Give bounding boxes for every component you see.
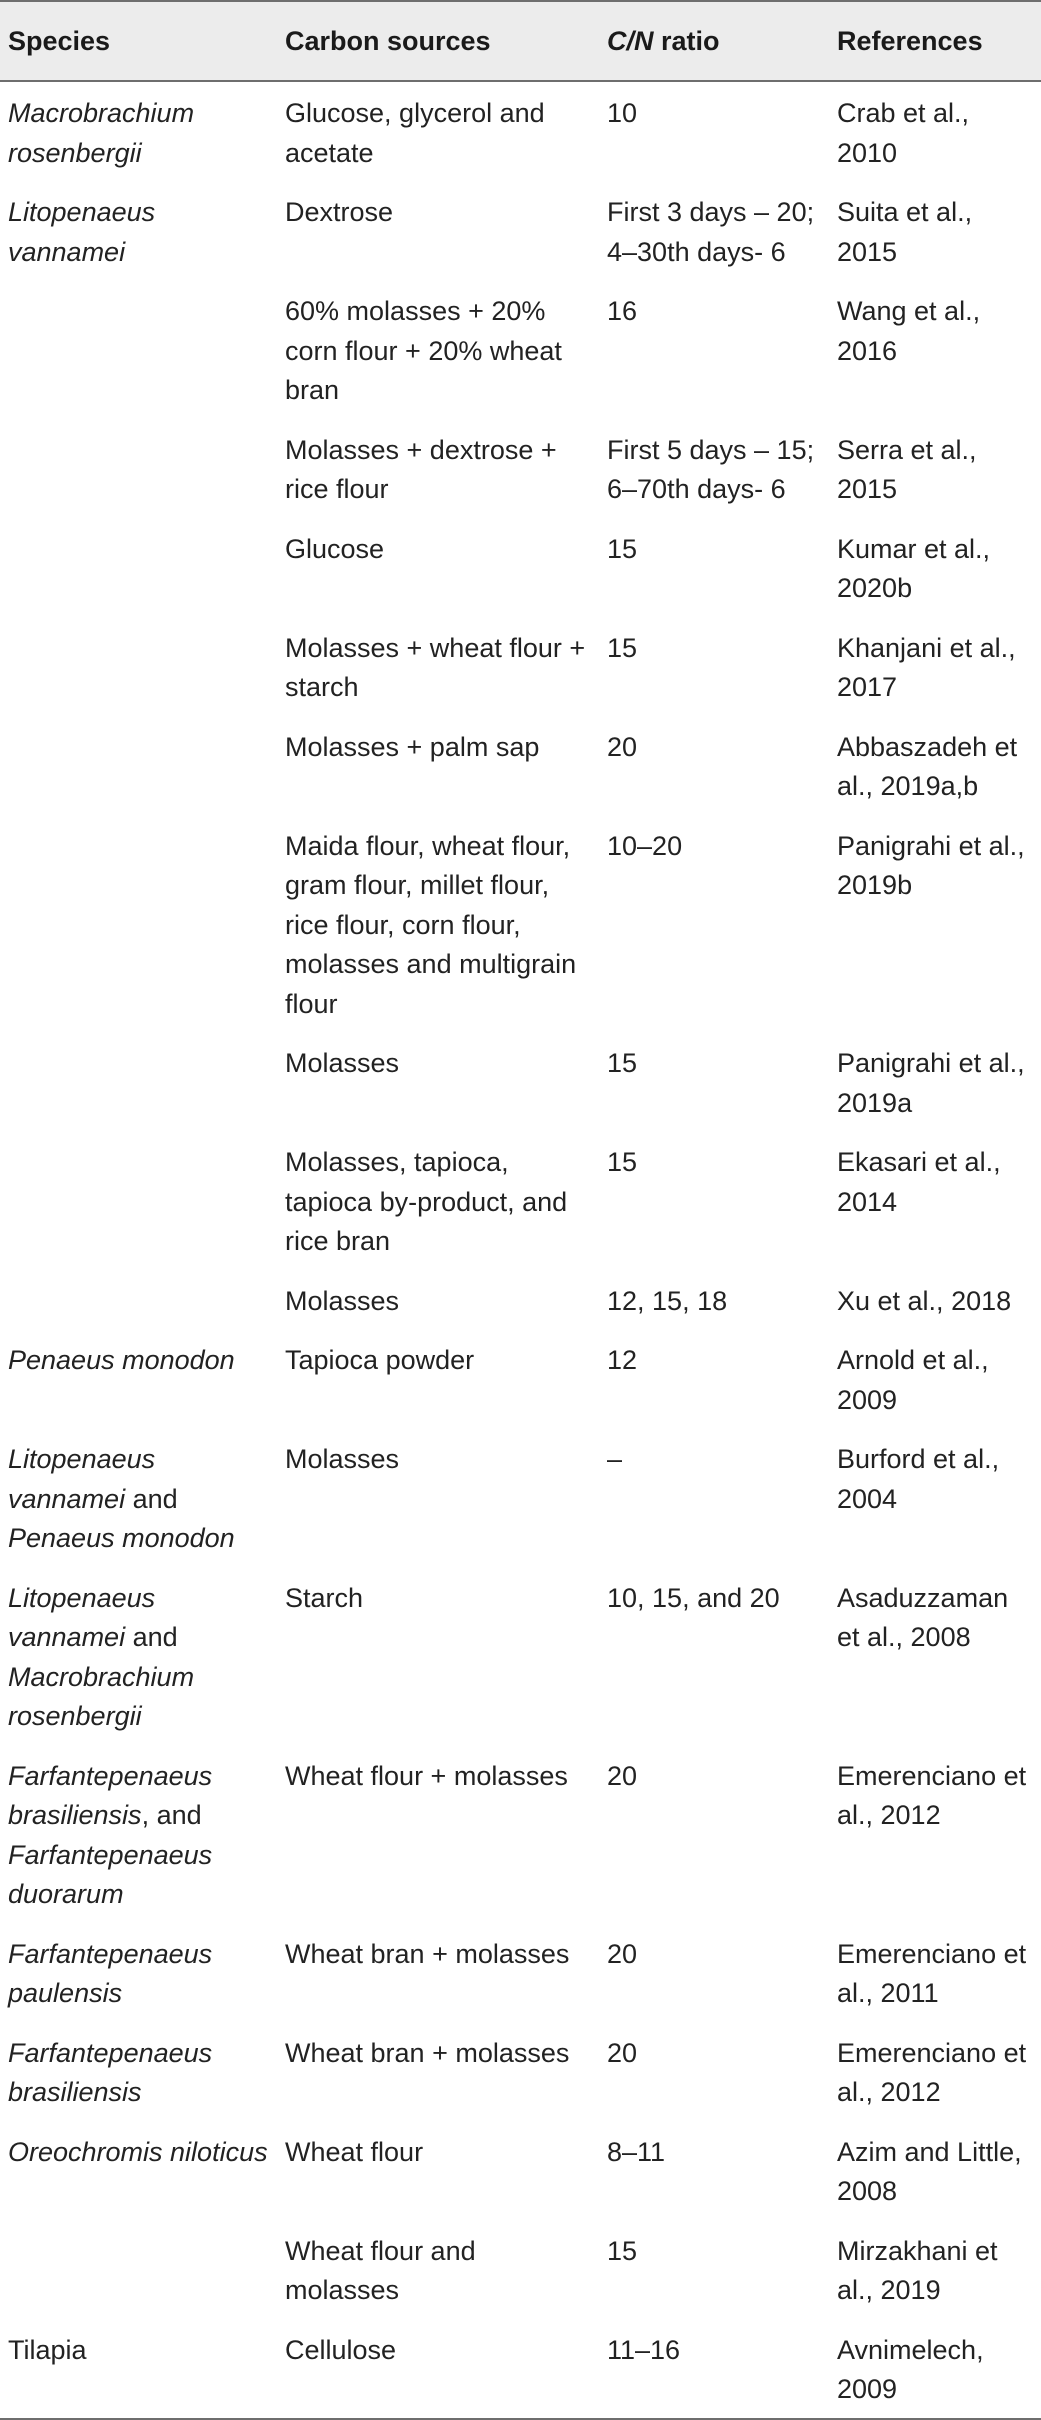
reference-cell: Wang et al., 2016 (837, 296, 981, 366)
header-cn-ratio-italic: C/N (607, 25, 654, 56)
carbon-source-cell: Wheat bran + molasses (285, 1938, 570, 1969)
cn-ratio-cell: 12, 15, 18 (607, 1285, 728, 1316)
species-cell (0, 181, 280, 280)
cn-ratio-cell: 20 (607, 1938, 638, 1969)
species-name: Litopenaeus vannamei (8, 1582, 156, 1652)
species-cell (0, 2220, 280, 2319)
carbon-source-cell: Maida flour, wheat flour, gram flour, millet flour, rice flour, corn flour, molasses and multigrain flour (285, 830, 577, 1019)
species-cell (0, 2319, 280, 2419)
carbon-source-cell: Tapioca powder (285, 1345, 475, 1375)
cn-ratio-cell: 20 (607, 1760, 638, 1791)
table-row (0, 2121, 1041, 2220)
species-cell (0, 1032, 280, 1131)
cn-ratio-cell: 15 (607, 1048, 638, 1078)
table-row (0, 1567, 1041, 1745)
reference-cell: Emerenciano et al., 2012 (837, 1760, 1027, 1830)
reference-cell: Serra et al., 2015 (837, 434, 977, 504)
species-name: Macrobrachium rosenbergii (8, 98, 195, 168)
table-row (0, 716, 1041, 815)
reference-cell: Kumar et al., 2020b (837, 533, 991, 603)
species-cell (0, 81, 280, 181)
species-name: Farfantepenaeus brasiliensis (8, 2037, 213, 2107)
species-cell (0, 518, 280, 617)
table-row (0, 280, 1041, 419)
table-row (0, 1923, 1041, 2022)
species-cell (0, 1270, 280, 1330)
species-cell (0, 815, 280, 1033)
species-cell (0, 1923, 280, 2022)
table-row (0, 2022, 1041, 2121)
species-cell (0, 1745, 280, 1923)
reference-cell: Crab et al., 2010 (837, 98, 970, 168)
species-cell (0, 280, 280, 419)
table-body (0, 81, 1041, 2419)
header-cn-ratio-suffix: ratio (653, 25, 720, 56)
cn-ratio-cell: 15 (607, 632, 638, 663)
carbon-source-cell: Glucose, glycerol and acetate (285, 98, 545, 168)
table-row (0, 181, 1041, 280)
species-cell (0, 419, 280, 518)
table-row (0, 1329, 1041, 1428)
reference-cell: Panigrahi et al., 2019a (837, 1048, 1025, 1118)
table-row (0, 81, 1041, 181)
carbon-source-cell: Molasses, tapioca, tapioca by-product, and rice bran (285, 1147, 568, 1256)
reference-cell: Mirzakhani et al., 2019 (837, 2235, 998, 2305)
reference-cell: Emerenciano et al., 2012 (837, 2037, 1027, 2107)
cn-ratio-cell: 12 (607, 1345, 638, 1375)
header-species: Species (0, 1, 280, 81)
cn-ratio-cell: 10–20 (607, 830, 683, 861)
cn-ratio-cell: 10, 15, and 20 (607, 1582, 780, 1613)
species-connector: and (125, 1622, 186, 1652)
table-row (0, 617, 1041, 716)
reference-cell: Suita et al., 2015 (837, 197, 973, 267)
species-connector: , and (141, 1800, 210, 1830)
reference-cell: Abbaszadeh et al., 2019a,b (837, 731, 1018, 801)
table-row (0, 815, 1041, 1033)
carbon-source-cell: Starch (285, 1582, 364, 1613)
reference-cell: Xu et al., 2018 (837, 1285, 1012, 1316)
carbon-source-cell: Wheat flour (285, 2136, 424, 2167)
reference-cell: Panigrahi et al., 2019b (837, 830, 1025, 900)
cn-ratio-cell: 20 (607, 2037, 638, 2068)
carbon-source-cell: Molasses (285, 1048, 400, 1078)
table-row (0, 419, 1041, 518)
cn-ratio-cell: 15 (607, 2235, 638, 2266)
cn-ratio-cell: 10 (607, 98, 638, 128)
species-cell (0, 1567, 280, 1745)
reference-cell: Avnimelech, 2009 (837, 2319, 1041, 2419)
species-cell (0, 1131, 280, 1270)
table-row (0, 1131, 1041, 1270)
carbon-source-cell: Molasses + wheat flour + starch (285, 632, 586, 702)
carbon-source-cell: Molasses (285, 1444, 400, 1474)
header-carbon-sources: Carbon sources (280, 1, 607, 81)
species-name: Litopenaeus vannamei (8, 197, 156, 267)
cn-ratio-cell: 11–16 (607, 2319, 837, 2419)
carbon-source-cell: Molasses + dextrose + rice flour (285, 434, 557, 504)
species-cell (0, 1329, 280, 1428)
table-row (0, 2319, 1041, 2419)
cn-ratio-cell: First 5 days – 15; 6–70th days- 6 (607, 434, 815, 504)
carbon-source-cell: Cellulose (280, 2319, 607, 2419)
reference-cell: Asaduzzaman et al., 2008 (837, 1582, 1009, 1652)
cn-ratio-cell: 8–11 (607, 2136, 666, 2167)
species-name-secondary: Farfantepenaeus duorarum (8, 1839, 213, 1909)
reference-cell: Burford et al., 2004 (837, 1444, 1000, 1514)
species-cell (0, 617, 280, 716)
species-name-secondary: Macrobrachium rosenbergii (8, 1661, 195, 1731)
table-row (0, 2220, 1041, 2319)
table-row (0, 1745, 1041, 1923)
header-references: References (837, 1, 1041, 81)
species-name: Farfantepenaeus brasiliensis (8, 1760, 213, 1830)
species-cell (0, 716, 280, 815)
reference-cell: Azim and Little, 2008 (837, 2136, 1022, 2206)
species-name: Litopenaeus vannamei (8, 1444, 156, 1514)
reference-cell: Arnold et al., 2009 (837, 1345, 989, 1415)
reference-cell: Ekasari et al., 2014 (837, 1147, 1001, 1217)
species-name-secondary: Penaeus monodon (8, 1523, 235, 1553)
species-cell (0, 2022, 280, 2121)
table-header (0, 1, 1041, 81)
species-cell (0, 2121, 280, 2220)
carbon-source-cell: Molasses + palm sap (285, 731, 540, 762)
species-cell (0, 1428, 280, 1567)
header-cn-ratio (607, 1, 837, 81)
species-connector: and (125, 1483, 186, 1514)
cn-ratio-cell: 16 (607, 296, 638, 326)
reference-cell: Emerenciano et al., 2011 (837, 1938, 1027, 2008)
species-name: Penaeus monodon (8, 1345, 235, 1375)
table-row (0, 518, 1041, 617)
table-row (0, 1428, 1041, 1567)
carbon-source-cell: Glucose (285, 533, 385, 564)
species-name: Oreochromis niloticus (8, 2136, 268, 2167)
cn-ratio-cell: 15 (607, 1147, 638, 1177)
cn-ratio-cell: First 3 days – 20; 4–30th days- 6 (607, 197, 815, 267)
carbon-source-cell: Molasses (285, 1285, 400, 1316)
species-name: Farfantepenaeus paulensis (8, 1938, 213, 2008)
carbon-source-cell: Wheat flour and molasses (285, 2235, 476, 2305)
carbon-source-cell: 60% molasses + 20% corn flour + 20% wheat bran (285, 296, 562, 405)
carbon-source-cell: Wheat flour + molasses (285, 1760, 568, 1791)
carbon-source-cell: Wheat bran + molasses (285, 2037, 570, 2068)
cn-ratio-cell: 20 (607, 731, 638, 762)
header-row (0, 1, 1041, 81)
cn-ratio-cell: – (607, 1444, 623, 1474)
table-row (0, 1270, 1041, 1330)
table-row (0, 1032, 1041, 1131)
reference-cell: Khanjani et al., 2017 (837, 632, 1016, 702)
species-connector: Tilapia (8, 2334, 87, 2365)
carbon-source-cell: Dextrose (285, 197, 394, 227)
cn-ratio-cell: 15 (607, 533, 638, 564)
